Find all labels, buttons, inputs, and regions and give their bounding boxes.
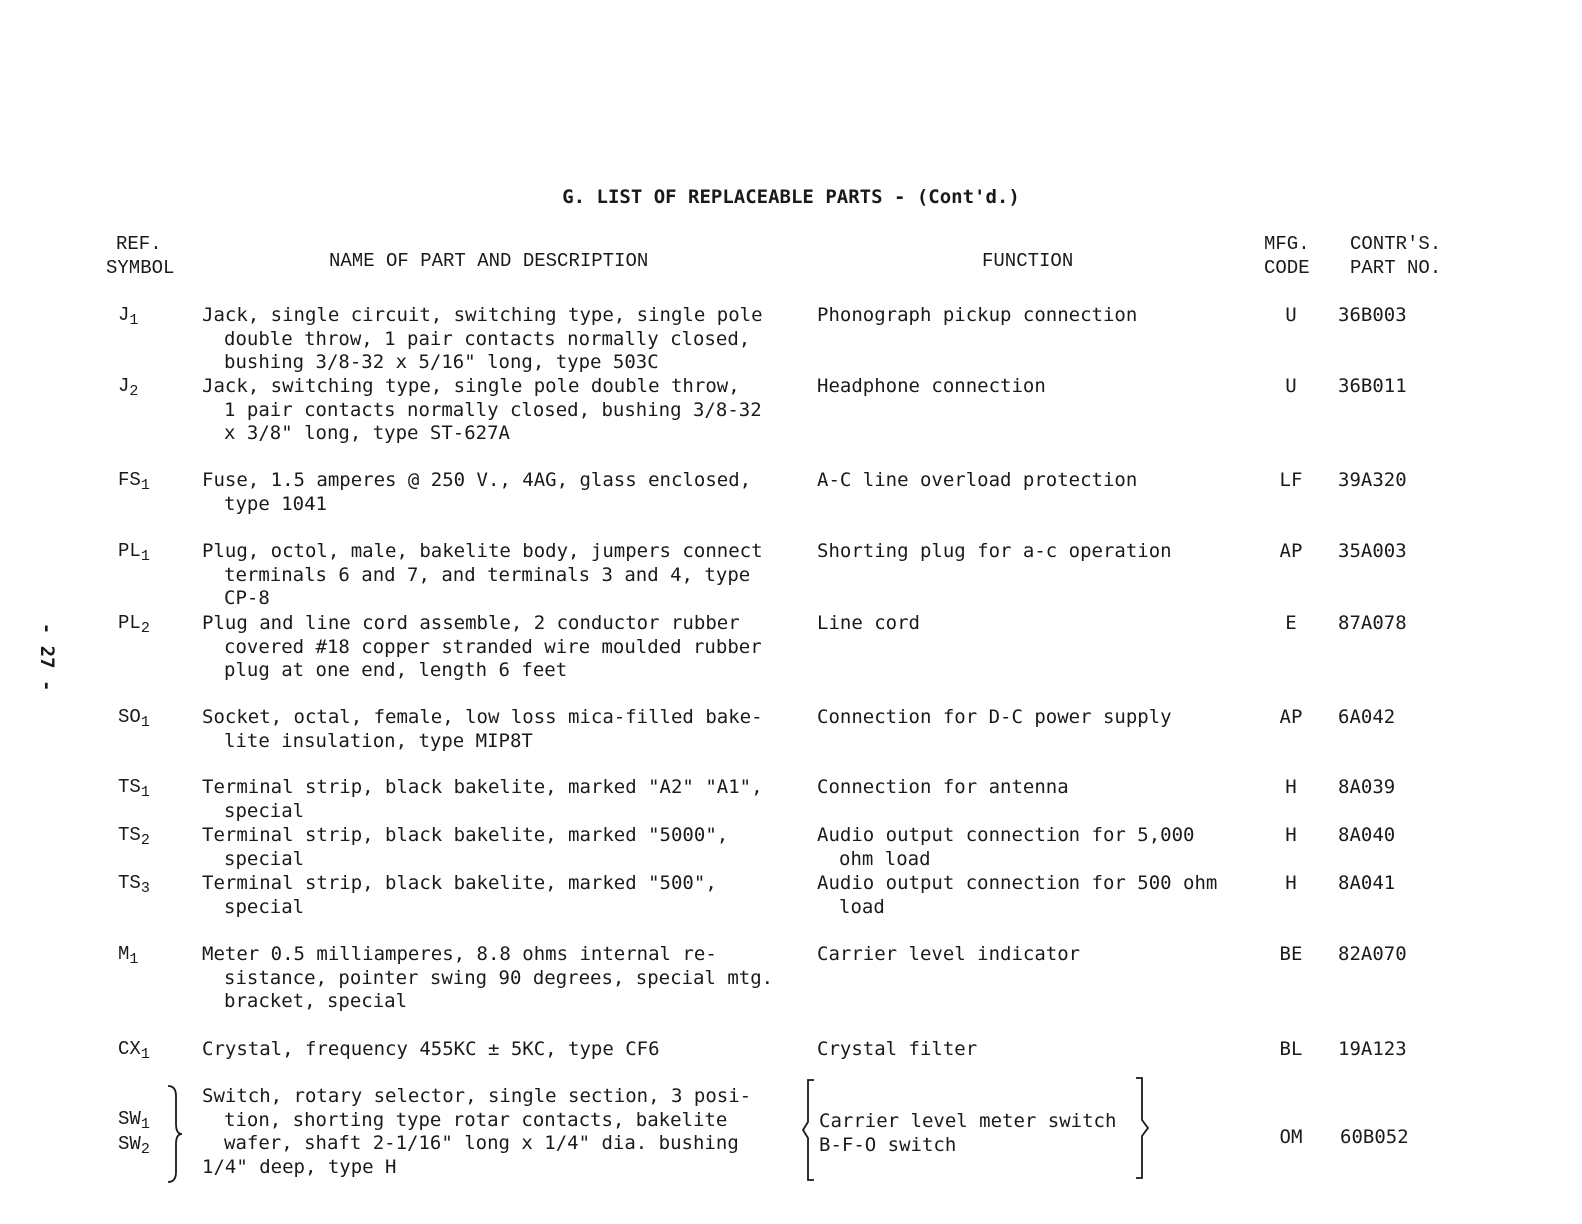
mfg-code: U	[1285, 375, 1297, 397]
ref-symbol: $J_1$	[118, 304, 139, 329]
description-line: Meter 0.5 milliamperes, 8.8 ohms internal re-	[202, 943, 717, 965]
ref-symbol: $FS_1$	[118, 469, 150, 494]
header-name: NAME OF PART AND DESCRIPTION	[329, 250, 649, 272]
part-function	[817, 824, 1195, 871]
ref-symbol: $PL_1$	[118, 540, 150, 565]
description-line: Switch, rotary selector, single section, 3 posi-	[202, 1085, 752, 1107]
part-function: Headphone connection	[817, 375, 1046, 397]
part-function: Crystal filter	[817, 1038, 978, 1060]
description-line: double throw, 1 pair contacts normally closed,	[224, 327, 751, 350]
ref-symbol: $CX_1$	[118, 1038, 150, 1063]
right-bracket-icon	[1134, 1076, 1152, 1180]
mfg-code: OM	[1279, 1126, 1303, 1148]
header-mfg-code	[1264, 232, 1310, 280]
part-function: Shorting plug for a-c operation	[817, 540, 1172, 562]
part-number: 19A123	[1338, 1038, 1407, 1060]
mfg-code: BL	[1279, 1038, 1303, 1060]
description-line: special	[224, 847, 305, 870]
function-line: Audio output connection for 5,000	[817, 824, 1195, 846]
part-description	[202, 824, 728, 871]
description-line: 1/4" deep, type H	[202, 1155, 397, 1178]
description-line: sistance, pointer swing 90 degrees, special mtg.	[224, 966, 774, 989]
description-line: Crystal, frequency 455KC ± 5KC, type CF6	[202, 1038, 660, 1060]
description-line: 1 pair contacts normally closed, bushing 3/8-32	[224, 398, 762, 421]
mfg-code: H	[1285, 776, 1297, 798]
header-part-line1: CONTR'S.	[1350, 233, 1442, 255]
ref-symbol: $TS_1$	[118, 776, 150, 801]
mfg-code: AP	[1279, 540, 1303, 562]
description-line: covered #18 copper stranded wire moulded rubber	[224, 635, 762, 658]
description-line: Socket, octal, female, low loss mica-filled bake-	[202, 706, 763, 728]
function-line: ohm load	[839, 847, 931, 870]
function-line: load	[839, 895, 885, 918]
description-line: Plug, octol, male, bakelite body, jumpers connect	[202, 540, 763, 562]
function-line: Audio output connection for 500 ohm	[817, 872, 1218, 894]
mfg-code: AP	[1279, 706, 1303, 728]
header-mfg-line2: CODE	[1264, 257, 1310, 279]
part-function: Connection for D-C power supply	[817, 706, 1172, 728]
function-line: Carrier level meter switch	[819, 1110, 1117, 1132]
description-line: special	[224, 895, 305, 918]
mfg-code: E	[1285, 612, 1297, 634]
description-line: Plug and line cord assemble, 2 conductor rubber	[202, 612, 740, 634]
header-function: FUNCTION	[982, 250, 1074, 272]
ref-symbol: $M_1$	[118, 943, 139, 968]
description-line: wafer, shaft 2-1/16" long x 1/4" dia. bushing	[224, 1132, 739, 1154]
part-number: 82A070	[1338, 943, 1407, 965]
part-function: Phonograph pickup connection	[817, 304, 1138, 326]
ref-symbol: $SO_1$	[118, 706, 150, 731]
part-description	[202, 375, 762, 446]
header-ref-line1: REF.	[116, 233, 162, 255]
description-line: tion, shorting type rotar contacts, bakelite	[224, 1108, 728, 1131]
part-description	[202, 612, 762, 683]
header-ref-symbol	[106, 232, 174, 280]
left-bracket-icon	[800, 1078, 818, 1182]
ref-symbol: $TS_2$	[118, 824, 150, 849]
description-line: Terminal strip, black bakelite, marked "5000",	[202, 824, 729, 846]
part-description	[202, 872, 717, 919]
part-function: Connection for antenna	[817, 776, 1069, 798]
part-number: 60B052	[1340, 1126, 1409, 1148]
header-part-line2: PART NO.	[1350, 257, 1442, 279]
part-description	[202, 776, 763, 823]
description-line: Jack, single circuit, switching type, single pole	[202, 304, 763, 326]
description-line: bushing 3/8-32 x 5/16" long, type 503C	[224, 351, 659, 373]
ref-symbol: $J_2$	[118, 375, 139, 400]
part-description	[202, 469, 751, 516]
header-part-no	[1350, 232, 1441, 280]
part-number: 36B003	[1338, 304, 1407, 326]
ref-symbol: $PL_2$	[118, 612, 150, 637]
mfg-code: U	[1285, 304, 1297, 326]
part-description	[202, 304, 763, 375]
part-function	[817, 872, 1217, 919]
description-line: Terminal strip, black bakelite, marked "A2" "A1",	[202, 776, 763, 798]
header-ref-line2: SYMBOL	[106, 257, 175, 279]
part-number: 36B011	[1338, 375, 1407, 397]
description-line: terminals 6 and 7, and terminals 3 and 4, type	[224, 563, 751, 586]
description-line: plug at one end, length 6 feet	[224, 659, 568, 681]
part-description	[202, 1085, 751, 1179]
function-line: B-F-O switch	[819, 1133, 957, 1156]
page-title: G. LIST OF REPLACEABLE PARTS - (Cont'd.)	[562, 186, 1020, 208]
ref-symbol: $TS_3$	[118, 872, 150, 897]
mfg-code: H	[1285, 824, 1297, 846]
right-brace-icon	[164, 1084, 184, 1184]
part-number: 8A039	[1338, 776, 1396, 798]
part-function: Carrier level indicator	[817, 943, 1081, 965]
part-number: 8A041	[1338, 872, 1396, 894]
description-line: bracket, special	[224, 990, 408, 1012]
part-description	[202, 1038, 660, 1062]
description-line: Fuse, 1.5 amperes @ 250 V., 4AG, glass enclosed,	[202, 469, 752, 491]
description-line: type 1041	[224, 492, 327, 515]
mfg-code: BE	[1279, 943, 1303, 965]
mfg-code: LF	[1279, 469, 1303, 491]
part-function	[819, 1110, 1116, 1157]
page-number: - 27 -	[35, 622, 58, 692]
description-line: x 3/8" long, type ST-627A	[224, 422, 510, 444]
ref-symbol: $SW_1$ $SW_2$	[118, 1108, 150, 1158]
part-description	[202, 540, 763, 611]
description-line: special	[224, 799, 305, 822]
part-description	[202, 943, 773, 1014]
part-function: A-C line overload protection	[817, 469, 1138, 491]
part-description	[202, 706, 763, 753]
part-number: 35A003	[1338, 540, 1407, 562]
part-number: 39A320	[1338, 469, 1407, 491]
header-mfg-line1: MFG.	[1264, 233, 1310, 255]
description-line: lite insulation, type MIP8T	[224, 729, 533, 752]
part-number: 8A040	[1338, 824, 1396, 846]
description-line: CP-8	[224, 587, 270, 609]
mfg-code: H	[1285, 872, 1297, 894]
description-line: Terminal strip, black bakelite, marked "500",	[202, 872, 717, 894]
description-line: Jack, switching type, single pole double throw,	[202, 375, 740, 397]
part-number: 87A078	[1338, 612, 1407, 634]
part-function: Line cord	[817, 612, 920, 634]
part-number: 6A042	[1338, 706, 1396, 728]
